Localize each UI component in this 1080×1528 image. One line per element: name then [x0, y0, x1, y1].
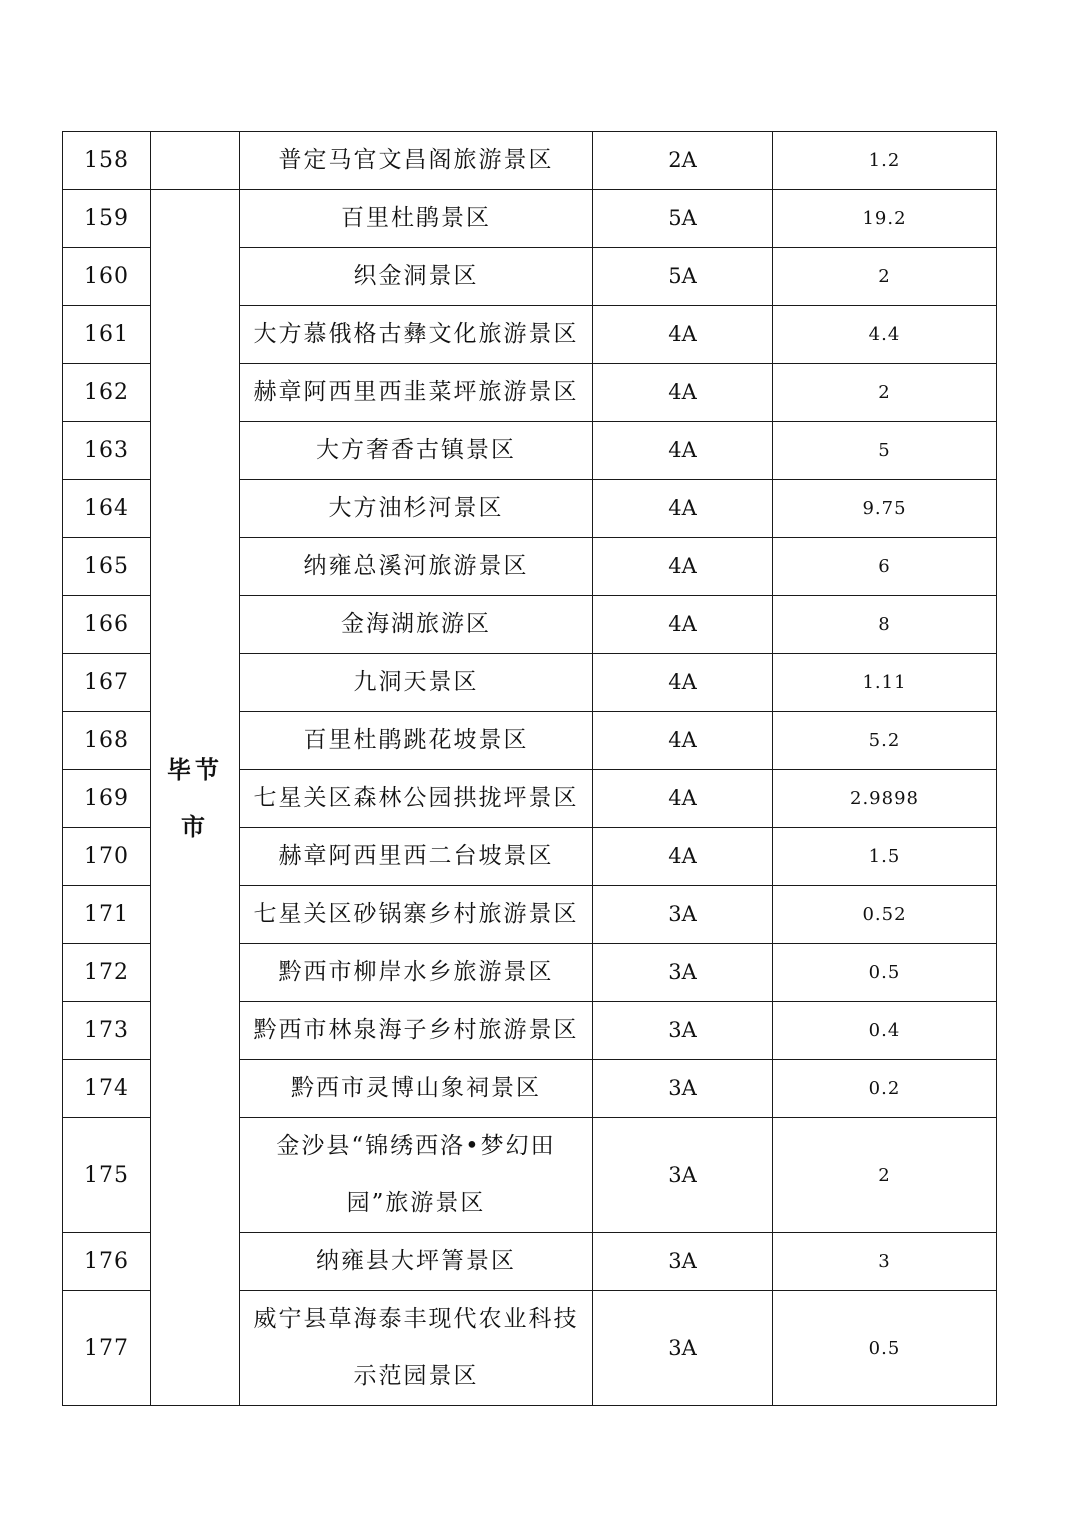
scenic-name-cell [240, 1291, 593, 1406]
table-row [63, 190, 997, 248]
row-number: 166 [63, 596, 151, 654]
scenic-name: 金沙县“锦绣西洛•梦幻田园”旅游景区 [276, 1133, 556, 1216]
scenic-name: 黔西市林泉海子乡村旅游景区 [240, 1002, 593, 1060]
scenic-name: 九洞天景区 [240, 654, 593, 712]
scenic-area: 0.4 [773, 1002, 997, 1060]
scenic-name: 威宁县草海泰丰现代农业科技示范园景区 [253, 1306, 579, 1389]
scenic-level: 4A [593, 654, 773, 712]
scenic-name-cell [240, 1118, 593, 1233]
city-label: 毕节市 [167, 754, 223, 841]
scenic-level: 3A [593, 1060, 773, 1118]
scenic-name: 大方油杉河景区 [240, 480, 593, 538]
row-number: 168 [63, 712, 151, 770]
scenic-area: 9.75 [773, 480, 997, 538]
scenic-level: 4A [593, 480, 773, 538]
scenic-name: 黔西市柳岸水乡旅游景区 [240, 944, 593, 1002]
scenic-level: 3A [593, 886, 773, 944]
scenic-area: 3 [773, 1233, 997, 1291]
scenic-level: 5A [593, 190, 773, 248]
scenic-level: 4A [593, 364, 773, 422]
scenic-area: 5.2 [773, 712, 997, 770]
scenic-area: 6 [773, 538, 997, 596]
row-number: 173 [63, 1002, 151, 1060]
scenic-name: 纳雍县大坪箐景区 [240, 1233, 593, 1291]
scenic-level: 3A [593, 1233, 773, 1291]
scenic-area: 4.4 [773, 306, 997, 364]
row-number: 171 [63, 886, 151, 944]
scenic-level: 2A [593, 132, 773, 190]
row-number: 167 [63, 654, 151, 712]
scenic-name: 七星关区砂锅寨乡村旅游景区 [240, 886, 593, 944]
scenic-name: 大方慕俄格古彝文化旅游景区 [240, 306, 593, 364]
scenic-area-table [62, 131, 997, 1406]
scenic-area: 2 [773, 1118, 997, 1233]
row-number: 162 [63, 364, 151, 422]
row-number: 161 [63, 306, 151, 364]
row-number: 172 [63, 944, 151, 1002]
scenic-name: 黔西市灵博山象祠景区 [240, 1060, 593, 1118]
scenic-name: 百里杜鹃景区 [240, 190, 593, 248]
scenic-level: 4A [593, 596, 773, 654]
scenic-area: 1.11 [773, 654, 997, 712]
scenic-area: 1.2 [773, 132, 997, 190]
scenic-level: 3A [593, 1118, 773, 1233]
scenic-level: 4A [593, 828, 773, 886]
scenic-area: 0.52 [773, 886, 997, 944]
table-body [63, 132, 997, 1406]
city-cell-empty [151, 132, 240, 190]
scenic-level: 3A [593, 1002, 773, 1060]
scenic-level: 3A [593, 944, 773, 1002]
scenic-name: 织金洞景区 [240, 248, 593, 306]
row-number: 176 [63, 1233, 151, 1291]
scenic-area: 5 [773, 422, 997, 480]
scenic-area: 0.2 [773, 1060, 997, 1118]
row-number: 177 [63, 1291, 151, 1406]
scenic-area: 8 [773, 596, 997, 654]
scenic-level: 4A [593, 538, 773, 596]
scenic-level: 4A [593, 770, 773, 828]
row-number: 164 [63, 480, 151, 538]
scenic-level: 3A [593, 1291, 773, 1406]
scenic-name: 赫章阿西里西韭菜坪旅游景区 [240, 364, 593, 422]
row-number: 160 [63, 248, 151, 306]
scenic-area: 2 [773, 248, 997, 306]
row-number: 169 [63, 770, 151, 828]
city-cell [151, 190, 240, 1406]
row-number: 163 [63, 422, 151, 480]
scenic-name: 普定马官文昌阁旅游景区 [240, 132, 593, 190]
scenic-name: 百里杜鹃跳花坡景区 [240, 712, 593, 770]
scenic-name: 七星关区森林公园拱拢坪景区 [240, 770, 593, 828]
scenic-area: 19.2 [773, 190, 997, 248]
table-row [63, 132, 997, 190]
scenic-area: 2 [773, 364, 997, 422]
scenic-area: 1.5 [773, 828, 997, 886]
scenic-level: 5A [593, 248, 773, 306]
scenic-name: 赫章阿西里西二台坡景区 [240, 828, 593, 886]
scenic-area: 0.5 [773, 1291, 997, 1406]
scenic-name: 金海湖旅游区 [240, 596, 593, 654]
row-number: 158 [63, 132, 151, 190]
row-number: 175 [63, 1118, 151, 1233]
row-number: 174 [63, 1060, 151, 1118]
row-number: 159 [63, 190, 151, 248]
scenic-name: 纳雍总溪河旅游景区 [240, 538, 593, 596]
scenic-area: 2.9898 [773, 770, 997, 828]
scenic-level: 4A [593, 422, 773, 480]
row-number: 170 [63, 828, 151, 886]
scenic-area: 0.5 [773, 944, 997, 1002]
scenic-name: 大方奢香古镇景区 [240, 422, 593, 480]
scenic-level: 4A [593, 306, 773, 364]
scenic-level: 4A [593, 712, 773, 770]
row-number: 165 [63, 538, 151, 596]
